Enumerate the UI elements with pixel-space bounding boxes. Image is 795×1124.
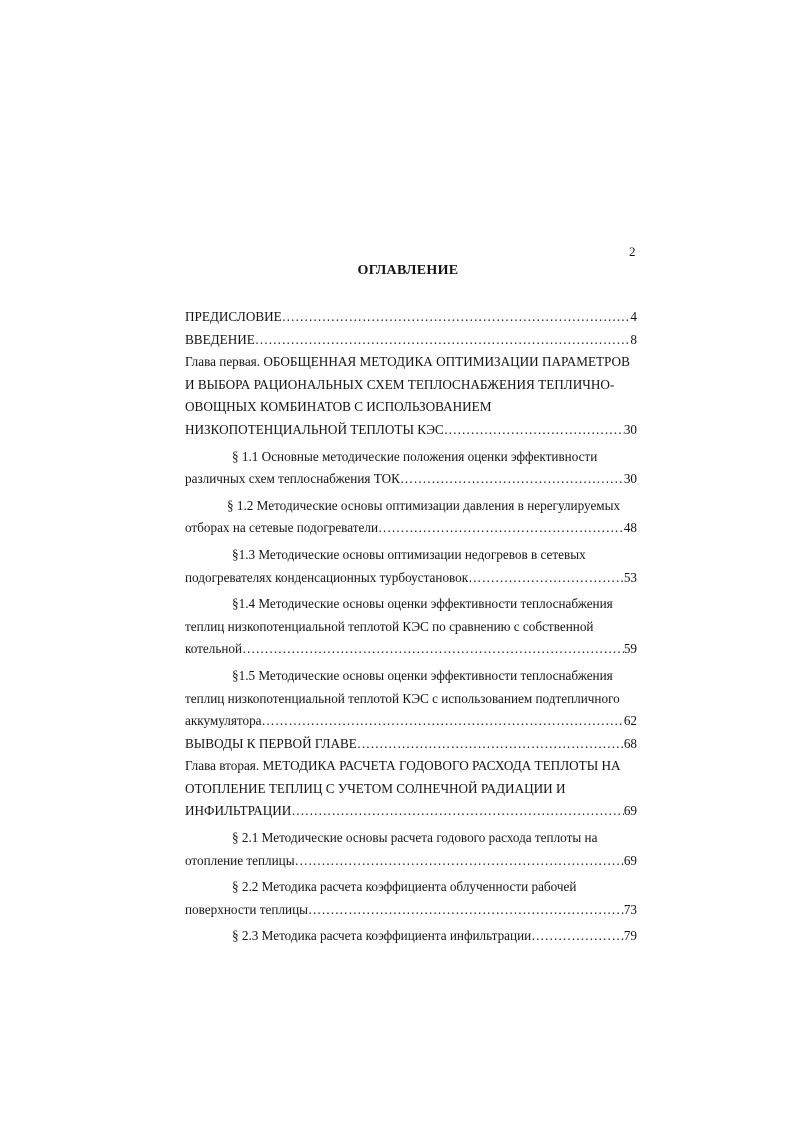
toc-leader-dots xyxy=(378,517,624,540)
toc-entry-title: ИНФИЛЬТРАЦИИ xyxy=(185,803,292,819)
toc-leader-dots xyxy=(400,468,624,491)
toc-leader-dots xyxy=(242,638,624,661)
toc-entry-line: Глава первая. ОБОБЩЕННАЯ МЕТОДИКА ОПТИМИЗАЦИИ ПАРАМЕТРОВ xyxy=(185,354,630,370)
toc-page-number: 68 xyxy=(623,735,637,751)
toc-leader-dots xyxy=(255,329,631,352)
table-of-contents xyxy=(185,306,637,948)
toc-entry[interactable] xyxy=(185,921,637,948)
toc-page-number: 48 xyxy=(623,520,637,536)
toc-entry[interactable] xyxy=(185,755,637,823)
toc-leader-dots xyxy=(282,306,631,329)
toc-entry[interactable] xyxy=(185,540,637,589)
toc-entry-line: § 1.1 Основные методические положения оценки эффективности xyxy=(232,448,598,464)
toc-entry-line: §1.3 Методические основы оптимизации недогревов в сетевых xyxy=(232,546,586,562)
page-title: ОГЛАВЛЕНИЕ xyxy=(357,263,459,278)
toc-page-number: 30 xyxy=(623,471,637,487)
toc-entry-title: котельной xyxy=(185,641,243,657)
toc-page-number: 59 xyxy=(623,641,637,657)
toc-page-number: 79 xyxy=(623,928,637,944)
toc-entry-line: §1.4 Методические основы оценки эффективности теплоснабжения xyxy=(232,596,613,612)
toc-entry-line: теплиц низкопотенциальной теплотой КЭС по сравнению с собственной xyxy=(185,618,594,634)
toc-entry[interactable] xyxy=(185,442,637,491)
toc-entry[interactable] xyxy=(185,872,637,921)
toc-entry-title: поверхности теплицы xyxy=(185,901,309,917)
page-number: 2 xyxy=(629,244,636,259)
toc-page-number: 69 xyxy=(623,852,637,868)
toc-entry-title: ВЫВОДЫ К ПЕРВОЙ ГЛАВЕ xyxy=(185,735,357,751)
toc-leader-dots xyxy=(262,710,624,733)
toc-leader-dots xyxy=(531,925,624,948)
toc-entry-line: § 2.1 Методические основы расчета годового расхода теплоты на xyxy=(232,830,598,846)
toc-page-number: 8 xyxy=(630,331,637,347)
toc-page-number: 69 xyxy=(623,803,637,819)
toc-entry-line: §1.5 Методические основы оценки эффективности теплоснабжения xyxy=(232,667,613,683)
toc-leader-dots xyxy=(308,899,624,922)
toc-page-number: 73 xyxy=(623,901,637,917)
toc-entry-title: ВВЕДЕНИЕ xyxy=(185,331,255,347)
toc-entry-line: ОТОПЛЕНИЕ ТЕПЛИЦ С УЧЕТОМ СОЛНЕЧНОЙ РАДИАЦИИ И xyxy=(185,780,566,796)
toc-entry-title: отопление теплицы xyxy=(185,852,295,868)
toc-page-number: 53 xyxy=(623,569,637,585)
toc-entry[interactable] xyxy=(185,351,637,441)
toc-entry-title: аккумулятора xyxy=(185,713,262,729)
toc-entry-title: НИЗКОПОТЕНЦИАЛЬНОЙ ТЕПЛОТЫ КЭС xyxy=(185,421,444,437)
toc-entry[interactable] xyxy=(185,589,637,661)
toc-page-number: 4 xyxy=(630,309,637,324)
toc-entry-line: ОВОЩНЫХ КОМБИНАТОВ С ИСПОЛЬЗОВАНИЕМ xyxy=(185,399,492,415)
toc-entry-title: подогревателях конденсационных турбоустановок xyxy=(185,569,469,585)
toc-entry-line: Глава вторая. МЕТОДИКА РАСЧЕТА ГОДОВОГО РАСХОДА ТЕПЛОТЫ НА xyxy=(185,758,621,774)
toc-entry-title: § 2.3 Методика расчета коэффициента инфильтрации xyxy=(232,928,532,944)
toc-leader-dots xyxy=(468,567,624,590)
toc-entry[interactable] xyxy=(185,306,637,329)
toc-entry-line: § 1.2 Методические основы оптимизации давления в нерегулируемых xyxy=(227,497,621,513)
toc-entry-title: различных схем теплоснабжения ТОК xyxy=(185,471,400,487)
toc-entry[interactable] xyxy=(185,733,637,756)
toc-leader-dots xyxy=(291,800,624,823)
toc-entry-line: § 2.2 Методика расчета коэффициента облученности рабочей xyxy=(232,879,577,895)
toc-entry[interactable] xyxy=(185,329,637,352)
toc-page-number: 62 xyxy=(623,713,637,729)
toc-leader-dots xyxy=(295,850,624,873)
toc-leader-dots xyxy=(444,419,624,442)
toc-entry[interactable] xyxy=(185,491,637,540)
toc-entry-line: теплиц низкопотенциальной теплотой КЭС с использованием подтепличного xyxy=(185,690,620,706)
toc-entry[interactable] xyxy=(185,661,637,733)
toc-entry[interactable] xyxy=(185,823,637,872)
toc-page-number: 30 xyxy=(623,421,637,437)
toc-entry-line: И ВЫБОРА РАЦИОНАЛЬНЫХ СХЕМ ТЕПЛОСНАБЖЕНИЯ ТЕПЛИЧНО- xyxy=(185,376,615,392)
toc-leader-dots xyxy=(357,733,624,756)
toc-entry-title: отборах на сетевые подогреватели xyxy=(185,520,379,536)
toc-entry-title: ПРЕДИСЛОВИЕ xyxy=(185,309,282,324)
